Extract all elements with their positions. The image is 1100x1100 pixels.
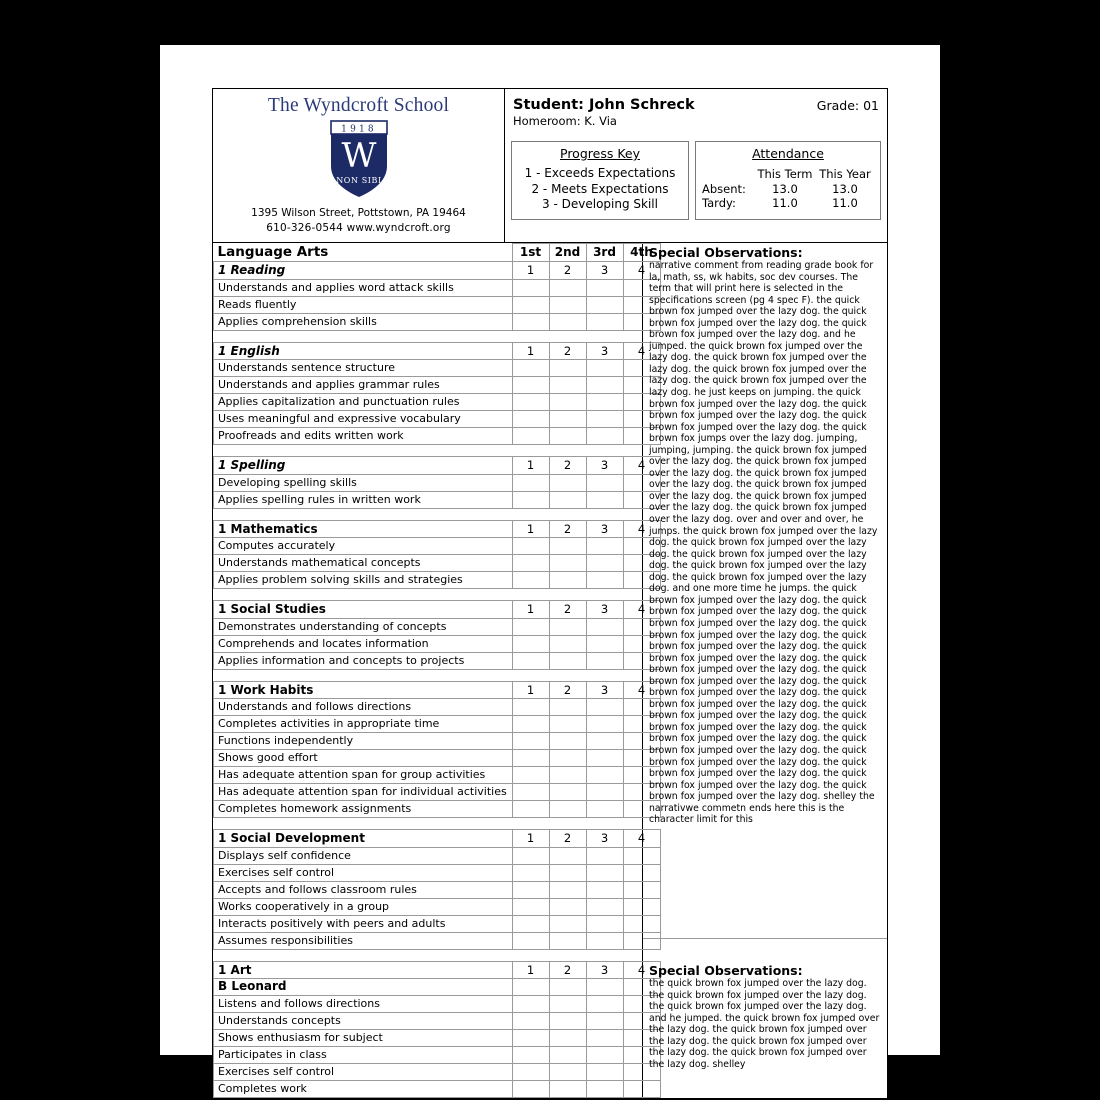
svg-text:NON SIBI: NON SIBI: [335, 176, 382, 185]
skill-mark-q1[interactable]: [512, 847, 549, 864]
skill-label: Understands and applies grammar rules: [214, 377, 513, 394]
skill-label: Applies comprehension skills: [214, 313, 513, 330]
skill-row: [214, 864, 661, 881]
subject-header-row: [214, 830, 661, 848]
attendance-col-year: This Year: [819, 167, 871, 181]
svg-text:1918: 1918: [340, 124, 377, 135]
skill-mark-q2[interactable]: [549, 881, 586, 898]
subject-quarter-value-4: 4: [623, 457, 660, 475]
skill-label: Completes activities in appropriate time: [214, 716, 513, 733]
section-spacer: [214, 508, 661, 520]
skill-row: [214, 1080, 661, 1097]
skill-row: [214, 1046, 661, 1063]
homeroom: Homeroom: K. Via: [513, 114, 617, 128]
subject-quarter-value-3: 3: [586, 601, 623, 619]
skill-row: [214, 313, 661, 330]
skill-mark-q1[interactable]: [512, 360, 549, 377]
skill-label: Understands and follows directions: [214, 699, 513, 716]
skill-mark-q3[interactable]: [586, 313, 623, 330]
subject-quarter-value-4: 4: [623, 830, 660, 848]
skill-mark-q3[interactable]: [586, 898, 623, 915]
skill-mark-q1[interactable]: [512, 733, 549, 750]
skill-label: Uses meaningful and expressive vocabulary: [214, 411, 513, 428]
skill-mark-q2[interactable]: [549, 652, 586, 669]
skill-mark-q2[interactable]: [549, 699, 586, 716]
skill-mark-q2[interactable]: [549, 296, 586, 313]
subject-quarter-value-3: 3: [586, 681, 623, 699]
skill-mark-q3[interactable]: [586, 716, 623, 733]
subject-title: 1 Spelling: [214, 457, 513, 475]
subject-quarter-value-4: 4: [623, 601, 660, 619]
skill-label: Completes homework assignments: [214, 801, 513, 818]
subject-title: 1 Reading: [214, 262, 513, 280]
skill-mark-q1[interactable]: [512, 428, 549, 445]
skill-mark-q3[interactable]: [586, 572, 623, 589]
skill-mark-q2[interactable]: [549, 1029, 586, 1046]
teacher-row: [214, 979, 661, 996]
section-spacer: [214, 669, 661, 681]
skill-mark-q2[interactable]: [549, 474, 586, 491]
observations-block-art: [643, 961, 887, 1098]
skill-row: [214, 784, 661, 801]
skill-mark-q3[interactable]: [586, 279, 623, 296]
skill-mark-q3[interactable]: [586, 699, 623, 716]
skill-mark-q2[interactable]: [549, 394, 586, 411]
subject-quarter-value-3: 3: [586, 457, 623, 475]
skill-mark-q3[interactable]: [586, 881, 623, 898]
skill-row: [214, 1012, 661, 1029]
attendance-col-term: This Term: [757, 167, 813, 181]
observations-block-main: [643, 243, 887, 939]
subject-quarter-value-2: 2: [549, 830, 586, 848]
skill-mark-q3[interactable]: [586, 767, 623, 784]
svg-text:W: W: [341, 136, 376, 176]
skill-mark-q2[interactable]: [549, 915, 586, 932]
skill-label: Functions independently: [214, 733, 513, 750]
skill-mark-q2[interactable]: [549, 313, 586, 330]
skill-mark-q3[interactable]: [586, 932, 623, 949]
skill-label: Has adequate attention span for individual activities: [214, 784, 513, 801]
skill-mark-q2[interactable]: [549, 801, 586, 818]
skill-mark-q1[interactable]: [512, 995, 549, 1012]
skill-mark-q3[interactable]: [586, 995, 623, 1012]
subject-quarter-value-2: 2: [549, 681, 586, 699]
skill-label: Interacts positively with peers and adults: [214, 915, 513, 932]
skill-mark-q1[interactable]: [512, 377, 549, 394]
section-spacer: [214, 445, 661, 457]
subject-quarter-value-2: 2: [549, 342, 586, 360]
skill-mark-q3[interactable]: [586, 296, 623, 313]
skill-row: [214, 995, 661, 1012]
skill-mark-q3[interactable]: [586, 1012, 623, 1029]
skill-mark-q2[interactable]: [549, 360, 586, 377]
skill-row: [214, 881, 661, 898]
skill-mark-q1[interactable]: [512, 1046, 549, 1063]
skill-label: Accepts and follows classroom rules: [214, 881, 513, 898]
subject-header-row: [214, 961, 661, 979]
skill-label: Participates in class: [214, 1046, 513, 1063]
skill-mark-q2[interactable]: [549, 716, 586, 733]
skill-mark-q3[interactable]: [586, 733, 623, 750]
skill-mark-q2[interactable]: [549, 1063, 586, 1080]
subject-quarter-value-4: 4: [623, 342, 660, 360]
skill-mark-q2[interactable]: [549, 847, 586, 864]
skill-mark-q1[interactable]: [512, 296, 549, 313]
skill-mark-q1[interactable]: [512, 474, 549, 491]
subject-quarter-value-1: 1: [512, 830, 549, 848]
language-arts-title: Language Arts: [214, 244, 513, 262]
skill-mark-q1[interactable]: [512, 784, 549, 801]
skill-mark-q3[interactable]: [586, 394, 623, 411]
subject-quarter-value-4: 4: [623, 961, 660, 979]
skill-mark-q3[interactable]: [586, 847, 623, 864]
skill-row: [214, 1063, 661, 1080]
skill-row: [214, 428, 661, 445]
skill-row: [214, 1029, 661, 1046]
skill-mark-q1[interactable]: [512, 915, 549, 932]
skill-label: Works cooperatively in a group: [214, 898, 513, 915]
skill-label: Exercises self control: [214, 864, 513, 881]
skill-row: [214, 716, 661, 733]
skill-mark-q2[interactable]: [549, 1012, 586, 1029]
skill-mark-q2[interactable]: [549, 279, 586, 296]
skill-mark-q2[interactable]: [549, 555, 586, 572]
attendance-term-value: 11.0: [772, 196, 798, 210]
subject-quarter-value-2: 2: [549, 601, 586, 619]
skill-mark-q1[interactable]: [512, 491, 549, 508]
subject-title: 1 Social Development: [214, 830, 513, 848]
skill-row: [214, 572, 661, 589]
skill-row: [214, 360, 661, 377]
student-name: Student: John Schreck: [513, 97, 695, 113]
skill-row: [214, 652, 661, 669]
skill-mark-q1[interactable]: [512, 538, 549, 555]
subject-quarter-value-3: 3: [586, 262, 623, 280]
skill-label: Displays self confidence: [214, 847, 513, 864]
skill-mark-q1[interactable]: [512, 279, 549, 296]
section-spacer: [214, 589, 661, 601]
skill-mark-q3[interactable]: [586, 555, 623, 572]
skill-mark-q2[interactable]: [549, 1080, 586, 1097]
subject-header-row: [214, 601, 661, 619]
skill-mark-q1[interactable]: [512, 394, 549, 411]
skill-label: Understands and applies word attack skills: [214, 279, 513, 296]
skill-label: Applies information and concepts to projects: [214, 652, 513, 669]
attendance-row: [702, 196, 874, 210]
subject-quarter-value-4: 4: [623, 262, 660, 280]
attendance-row-label: Absent:: [702, 182, 746, 196]
skill-label: Computes accurately: [214, 538, 513, 555]
quarter-header-3: 3rd: [586, 244, 623, 262]
skill-mark-q3[interactable]: [586, 864, 623, 881]
skill-label: Understands concepts: [214, 1012, 513, 1029]
skill-mark-q2[interactable]: [549, 635, 586, 652]
skill-mark-q3[interactable]: [586, 1046, 623, 1063]
skill-mark-q2[interactable]: [549, 491, 586, 508]
progress-key-line: 3 - Developing Skill: [542, 197, 658, 211]
subject-skills-table: [213, 243, 661, 1098]
skill-label: Exercises self control: [214, 1063, 513, 1080]
skill-mark-q3[interactable]: [586, 411, 623, 428]
subject-quarter-value-2: 2: [549, 520, 586, 538]
subject-quarter-value-1: 1: [512, 961, 549, 979]
skill-mark-q2[interactable]: [549, 428, 586, 445]
attendance-corner: [702, 166, 754, 182]
subject-header-row: [214, 457, 661, 475]
skill-row: [214, 474, 661, 491]
attendance-row-label: Tardy:: [702, 196, 736, 210]
language-arts-header-row: [214, 244, 661, 262]
subject-quarter-value-3: 3: [586, 342, 623, 360]
skill-mark-q1[interactable]: [512, 618, 549, 635]
skill-mark-q1[interactable]: [512, 801, 549, 818]
skill-row: [214, 767, 661, 784]
attendance-header-row: [702, 166, 874, 182]
observations-title: Special Observations:: [649, 245, 803, 260]
school-identity-block: [213, 89, 505, 242]
skill-mark-q1[interactable]: [512, 652, 549, 669]
skill-label: Developing spelling skills: [214, 474, 513, 491]
observations-title: Special Observations:: [649, 963, 803, 978]
address-line-2: 610-326-0544 www.wyndcroft.org: [266, 222, 451, 234]
section-spacer: [214, 330, 661, 342]
school-crest-logo: [328, 120, 390, 202]
student-identity: [505, 89, 887, 141]
attendance-box: [695, 141, 881, 220]
skill-mark-q3[interactable]: [586, 360, 623, 377]
skill-row: [214, 750, 661, 767]
skill-label: Completes work: [214, 1080, 513, 1097]
skill-mark-q1[interactable]: [512, 767, 549, 784]
skill-mark-q3[interactable]: [586, 1080, 623, 1097]
skill-mark-q1[interactable]: [512, 881, 549, 898]
section-spacer: [214, 949, 661, 961]
subject-quarter-value-3: 3: [586, 520, 623, 538]
attendance-year-value: 11.0: [832, 196, 858, 210]
skill-mark-q2[interactable]: [549, 767, 586, 784]
quarter-header-2: 2nd: [549, 244, 586, 262]
skill-mark-q3[interactable]: [586, 750, 623, 767]
section-spacer: [214, 818, 661, 830]
skill-row: [214, 898, 661, 915]
subject-quarter-value-2: 2: [549, 457, 586, 475]
skill-mark-q3[interactable]: [586, 784, 623, 801]
skill-row: [214, 932, 661, 949]
skill-mark-q3[interactable]: [586, 915, 623, 932]
subject-quarter-value-1: 1: [512, 681, 549, 699]
skill-label: Applies problem solving skills and strategies: [214, 572, 513, 589]
skill-label: Applies capitalization and punctuation rules: [214, 394, 513, 411]
skill-mark-q3[interactable]: [586, 377, 623, 394]
skill-mark-q1[interactable]: [512, 932, 549, 949]
progress-key-line: 2 - Meets Expectations: [531, 181, 669, 196]
skill-mark-q2[interactable]: [549, 538, 586, 555]
skill-row: [214, 296, 661, 313]
skill-mark-q2[interactable]: [549, 932, 586, 949]
quarter-header-1: 1st: [512, 244, 549, 262]
skill-mark-q2[interactable]: [549, 411, 586, 428]
skill-label: Demonstrates understanding of concepts: [214, 618, 513, 635]
observations-column: [643, 243, 887, 1098]
skill-label: Applies spelling rules in written work: [214, 491, 513, 508]
grade-level: Grade: 01: [816, 98, 879, 113]
progress-key-title: Progress Key: [560, 146, 640, 161]
skill-row: [214, 699, 661, 716]
attendance-title: Attendance: [752, 146, 824, 161]
subject-quarter-value-1: 1: [512, 457, 549, 475]
skill-label: Assumes responsibilities: [214, 932, 513, 949]
subject-quarter-value-1: 1: [512, 342, 549, 360]
subject-title: 1 Art: [214, 961, 513, 979]
subject-title: 1 English: [214, 342, 513, 360]
skill-mark-q3[interactable]: [586, 538, 623, 555]
observations-text: the quick brown fox jumped over the lazy dog. the quick brown fox jumped over the lazy dog. the quick brown fox jumped over the lazy dog. and he jumped. the quick brown fox jumped over the lazy dog. the quick brown fox jumped over the lazy dog. the quick brown fox jumped over the lazy dog. the quick brown fox jumped over the lazy dog. shelley: [649, 978, 880, 1070]
subjects-column: [213, 243, 653, 1098]
skill-row: [214, 377, 661, 394]
skill-mark-q1[interactable]: [512, 716, 549, 733]
printed-page: [160, 45, 940, 1095]
skill-row: [214, 915, 661, 932]
skill-row: [214, 733, 661, 750]
teacher-name: B Leonard: [214, 979, 513, 996]
skill-label: Listens and follows directions: [214, 995, 513, 1012]
skill-mark-q3[interactable]: [586, 1063, 623, 1080]
skill-mark-q1[interactable]: [512, 699, 549, 716]
skill-row: [214, 411, 661, 428]
skill-row: [214, 555, 661, 572]
subject-header-row: [214, 262, 661, 280]
skill-mark-q3[interactable]: [586, 491, 623, 508]
attendance-year-value: 13.0: [832, 182, 858, 196]
address-line-1: 1395 Wilson Street, Pottstown, PA 19464: [251, 207, 466, 219]
skill-label: Shows good effort: [214, 750, 513, 767]
subject-quarter-value-3: 3: [586, 961, 623, 979]
skill-row: [214, 491, 661, 508]
progress-key-box: [511, 141, 689, 220]
key-and-attendance: [505, 141, 887, 226]
skill-mark-q3[interactable]: [586, 635, 623, 652]
skill-row: [214, 279, 661, 296]
skill-mark-q1[interactable]: [512, 411, 549, 428]
skill-mark-q1[interactable]: [512, 555, 549, 572]
skill-mark-q3[interactable]: [586, 428, 623, 445]
skill-mark-q2[interactable]: [549, 995, 586, 1012]
skill-row: [214, 538, 661, 555]
skill-label: Comprehends and locates information: [214, 635, 513, 652]
skill-mark-q3[interactable]: [586, 652, 623, 669]
skill-mark-q1[interactable]: [512, 750, 549, 767]
student-info-block: [505, 89, 887, 242]
skill-mark-q2[interactable]: [549, 377, 586, 394]
skill-label: Has adequate attention span for group activities: [214, 767, 513, 784]
subject-header-row: [214, 342, 661, 360]
skill-mark-q2[interactable]: [549, 618, 586, 635]
subject-title: 1 Social Studies: [214, 601, 513, 619]
subject-header-row: [214, 681, 661, 699]
skill-mark-q3[interactable]: [586, 801, 623, 818]
school-name: The Wyndcroft School: [267, 95, 450, 116]
subject-quarter-value-1: 1: [512, 262, 549, 280]
skill-mark-q1[interactable]: [512, 1063, 549, 1080]
subject-header-row: [214, 520, 661, 538]
skill-mark-q1[interactable]: [512, 313, 549, 330]
skill-label: Shows enthusiasm for subject: [214, 1029, 513, 1046]
progress-key-line: 1 - Exceeds Expectations: [524, 166, 676, 180]
skill-mark-q3[interactable]: [586, 474, 623, 491]
skill-mark-q1[interactable]: [512, 1012, 549, 1029]
skill-mark-q1[interactable]: [512, 572, 549, 589]
subject-quarter-value-4: 4: [623, 681, 660, 699]
skill-row: [214, 635, 661, 652]
report-card: [212, 88, 888, 1099]
skill-label: Reads fluently: [214, 296, 513, 313]
observations-spacer: [643, 939, 887, 961]
skill-row: [214, 801, 661, 818]
attendance-table: [702, 166, 874, 210]
skill-mark-q1[interactable]: [512, 864, 549, 881]
skill-mark-q3[interactable]: [586, 1029, 623, 1046]
subject-quarter-value-2: 2: [549, 961, 586, 979]
attendance-row: [702, 182, 874, 196]
subject-title: 1 Work Habits: [214, 681, 513, 699]
skill-label: Understands mathematical concepts: [214, 555, 513, 572]
attendance-term-value: 13.0: [772, 182, 798, 196]
school-address: [217, 206, 500, 236]
report-body: [213, 243, 887, 1098]
skill-mark-q2[interactable]: [549, 733, 586, 750]
subject-quarter-value-3: 3: [586, 830, 623, 848]
skill-mark-q2[interactable]: [549, 898, 586, 915]
subject-quarter-value-1: 1: [512, 601, 549, 619]
skill-label: Understands sentence structure: [214, 360, 513, 377]
skill-mark-q2[interactable]: [549, 750, 586, 767]
skill-mark-q1[interactable]: [512, 1029, 549, 1046]
subject-quarter-value-1: 1: [512, 520, 549, 538]
skill-mark-q2[interactable]: [549, 572, 586, 589]
quarter-header-4: 4th: [623, 244, 660, 262]
skill-label: Proofreads and edits written work: [214, 428, 513, 445]
skill-mark-q1[interactable]: [512, 635, 549, 652]
report-header: [213, 89, 887, 243]
observations-text: narrative comment from reading grade book for la, math, ss, wk habits, soc dev courses. The term that will print here is selected in the specifications screen (pg 4 spec F). the quick brown fox jumped over the lazy dog. the quick brown fox jumped over the lazy dog. the quick brown fox jumped over the lazy dog. and he jumped. the quick brown fox jumped over the lazy dog. the quick brown fox jumped over the lazy dog. the quick brown fox jumped over the lazy dog. the quick brown fox jumped over the lazy dog. he just keeps on jumping. the quick brown fox jumped over the lazy dog. the quick brown fox jumped over the lazy dog. the quick brown fox jumped over the lazy dog. the quick brown fox jumps over the lazy dog. jumping, jumping, jumping. the quick brown fox jumped over the lazy dog. the quick brown fox jumped over the lazy dog. the quick brown fox jumped over the lazy dog. the quick brown fox jumped over the lazy dog. the quick brown fox jumped over the lazy dog. the quick brown fox jumped over the lazy dog. over and over and over, he jumps. the quick brown fox jumped over the lazy dog. the quick brown fox jumped over the lazy dog. the quick brown fox jumped over the lazy dog. the quick brown fox jumped over the lazy dog. the quick brown fox jumped over the lazy dog. and one more time he jumps. the quick brown fox jumped over the lazy dog. the quick brown fox jumped over the lazy dog. the quick brown fox jumped over the lazy dog. the quick brown fox jumped over the lazy dog. the quick brown fox jumped over the lazy dog. the quick brown fox jumped over the lazy dog. the quick brown fox jumped over the lazy dog. the quick brown fox jumped over the lazy dog. the quick brown fox jumped over the lazy dog. the quick brown fox jumped over the lazy dog. the quick brown fox jumped over the lazy dog. the quick brown fox jumped over the lazy dog. the quick brown fox jumped over the lazy dog. the quick brown fox jumped over the lazy dog. the quick brown fox jumped over the lazy dog. the quick brown fox jumped over the lazy dog. the quick brown fox jumped over the lazy dog. the quick brown fox jumped over the lazy dog. shelley the narrativwe commetn ends here this is the character limit for this: [649, 260, 878, 826]
subject-quarter-value-4: 4: [623, 520, 660, 538]
skill-mark-q2[interactable]: [549, 784, 586, 801]
subject-title: 1 Mathematics: [214, 520, 513, 538]
skill-mark-q3[interactable]: [586, 618, 623, 635]
skill-mark-q2[interactable]: [549, 1046, 586, 1063]
subject-quarter-value-2: 2: [549, 262, 586, 280]
skill-mark-q1[interactable]: [512, 898, 549, 915]
skill-row: [214, 847, 661, 864]
skill-row: [214, 394, 661, 411]
skill-row: [214, 618, 661, 635]
skill-mark-q1[interactable]: [512, 1080, 549, 1097]
skill-mark-q2[interactable]: [549, 864, 586, 881]
